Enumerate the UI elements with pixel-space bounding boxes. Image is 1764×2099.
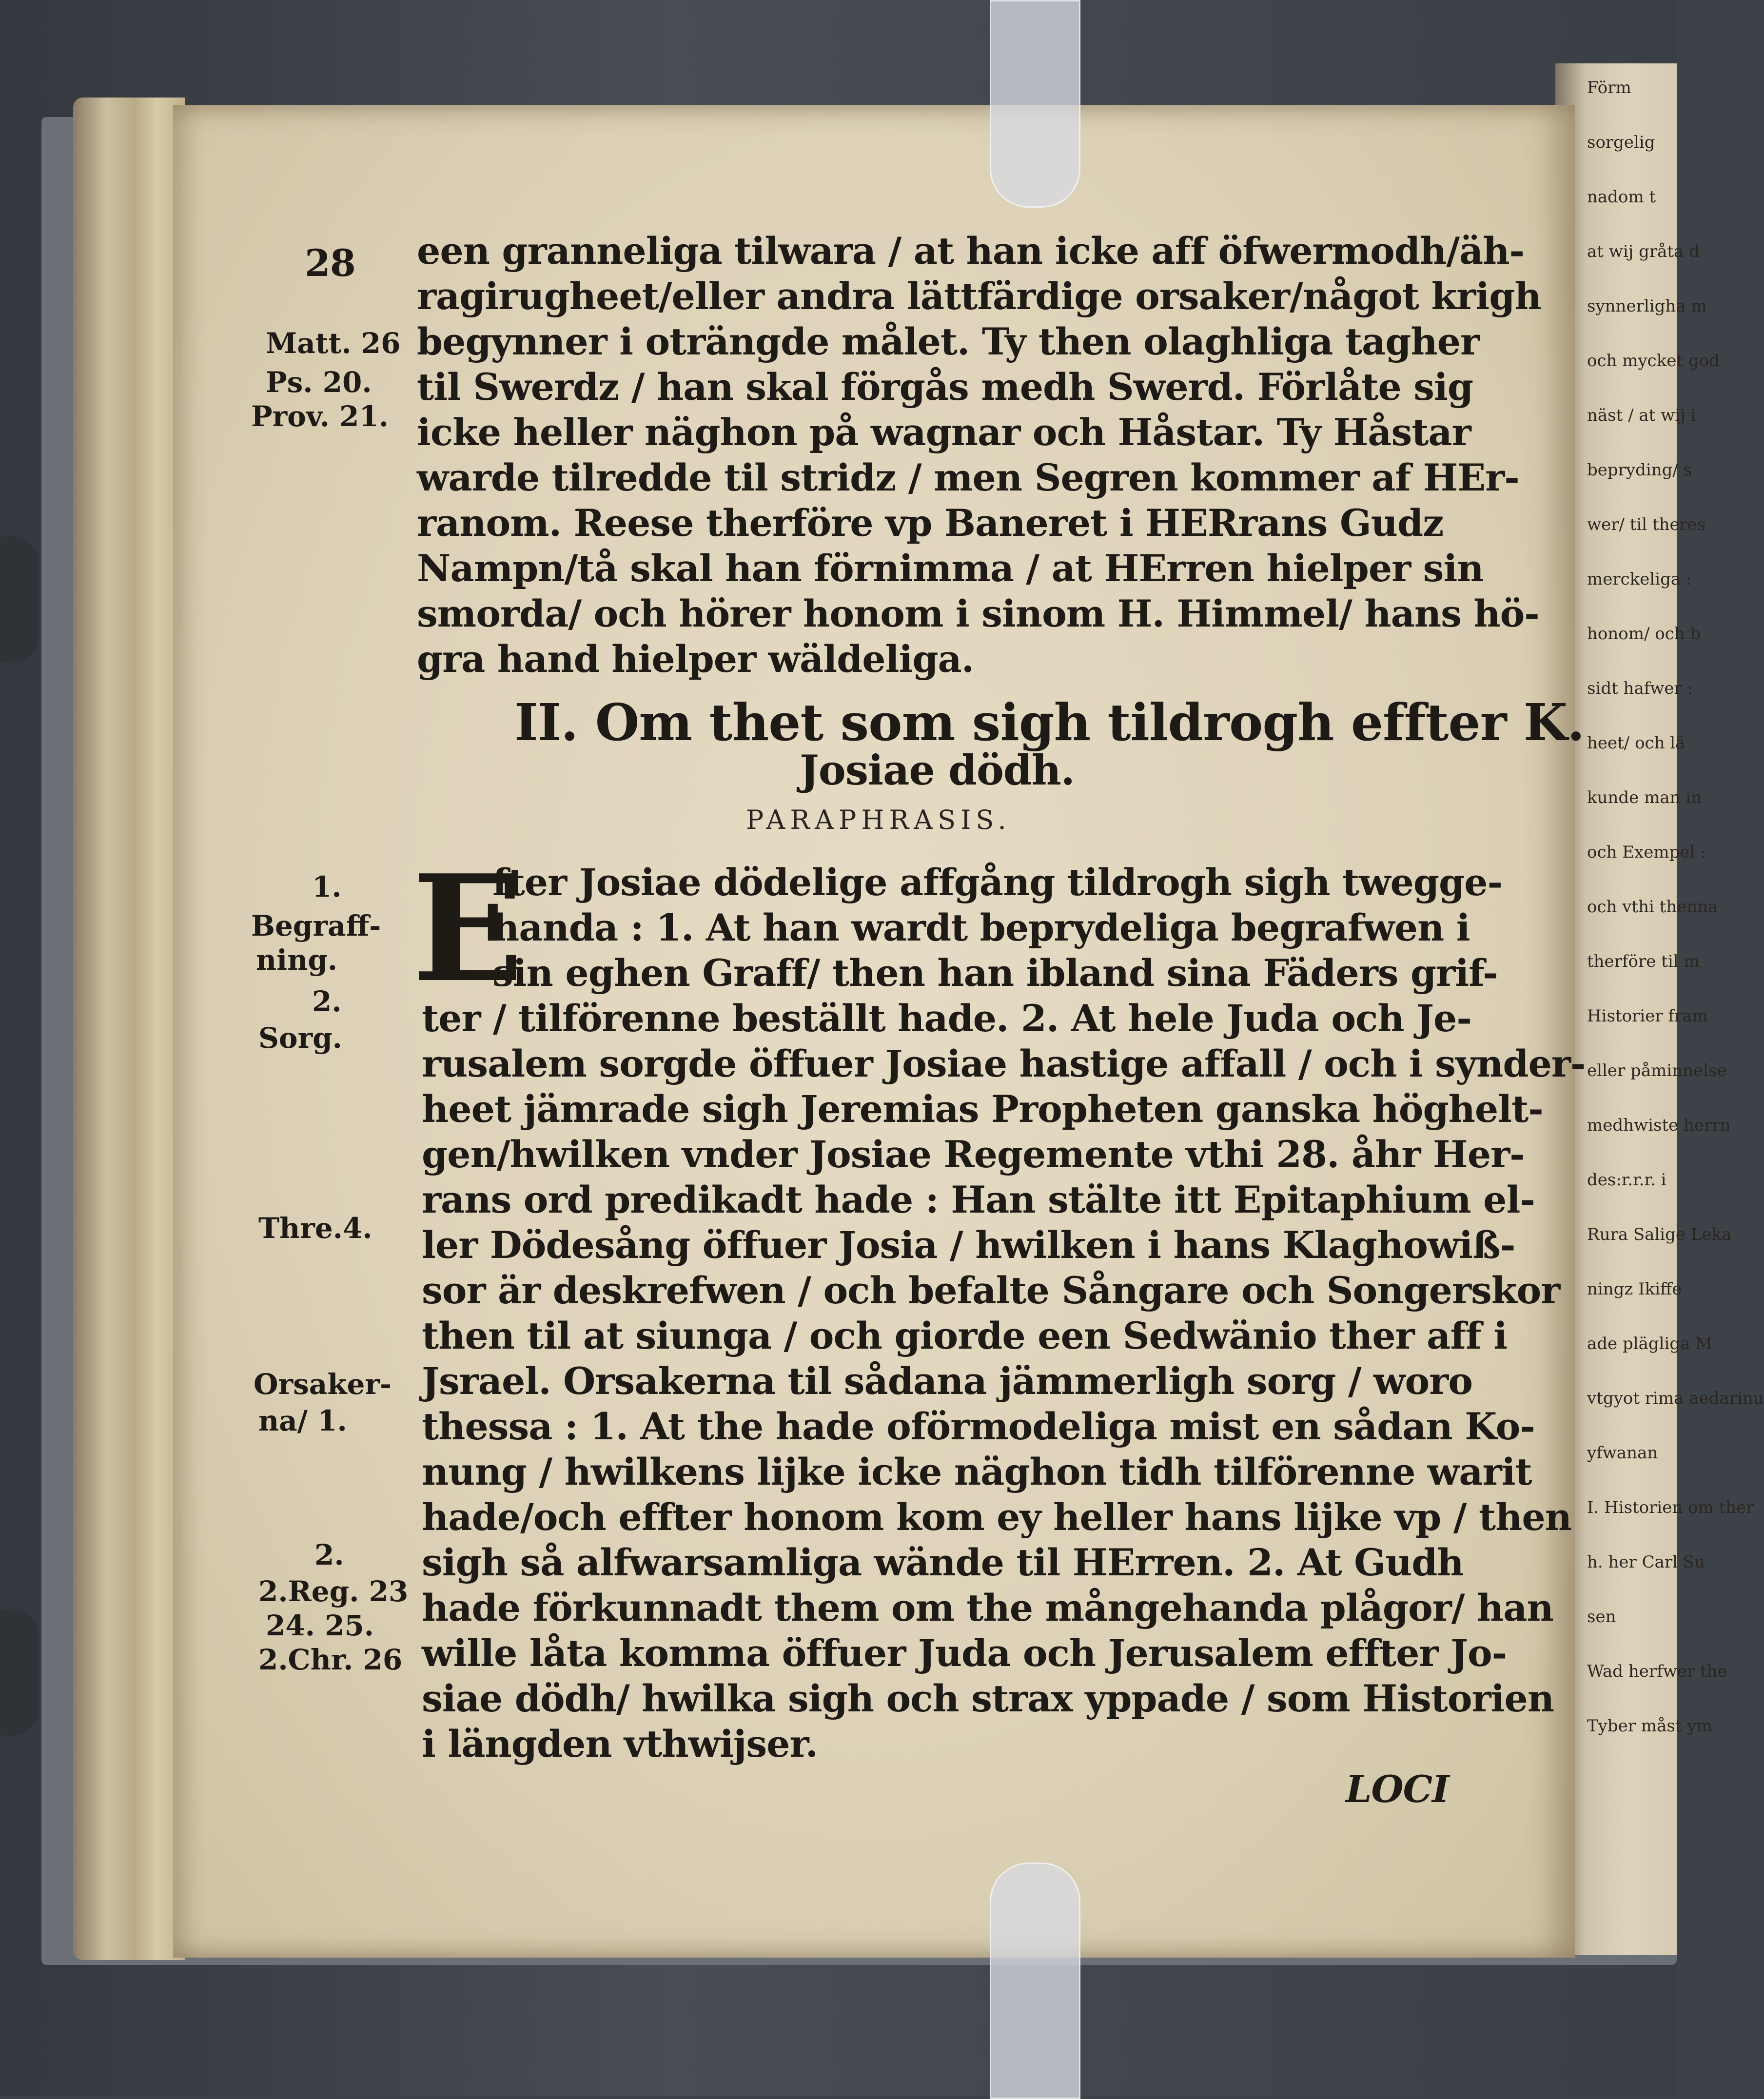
facing-page-fragment: h. her Carl Su: [1587, 1552, 1705, 1572]
facing-page-fragment: medhwiste herrn: [1587, 1116, 1731, 1135]
text-line: ler Dödesång öffuer Josia / hwilken i hans Klaghowiß-: [422, 1223, 1515, 1267]
facing-page-fragment: ade plägliga M: [1587, 1334, 1713, 1354]
text-line: siae dödh/ hwilka sigh och strax yppade / som Historien: [422, 1677, 1554, 1720]
margin-note-prov: Prov. 21.: [251, 400, 389, 433]
facing-page-text: [1587, 78, 1764, 1882]
section-heading: II. Om thet som sigh tildrogh effter K.: [514, 692, 1585, 752]
page-number: 28: [305, 241, 355, 285]
text-line: gen/hwilken vnder Josiae Regemente vthi 28. åhr Her-: [422, 1133, 1525, 1176]
text-line: thessa : 1. At the hade oförmodeliga mist en sådan Ko-: [422, 1405, 1535, 1448]
text-line: fter Josiae dödelige affgång tildrogh sigh twegge-: [492, 861, 1503, 904]
text-line: sin eghen Graff/ then han ibland sina Fäders grif-: [492, 951, 1498, 995]
text-line: hade/och effter honom kom ey heller hans lijke vp / then: [422, 1495, 1571, 1539]
margin-note-orsakerna-cont: na/ 1.: [258, 1404, 347, 1437]
facing-page-fragment: yfwanan: [1587, 1443, 1658, 1463]
margin-note-ps: Ps. 20.: [266, 366, 372, 399]
text-line: Nampn/tå skal han förnimma / at HErren hielper sin: [417, 547, 1484, 590]
text-line: i längden vthwijser.: [422, 1722, 818, 1766]
text-line: smorda/ och hörer honom i sinom H. Himmel/ hans hö-: [417, 592, 1539, 635]
facing-page-fragment: vtgyot rima aedarinu: [1587, 1389, 1764, 1408]
facing-page-fragment: sidt hafwer :: [1587, 679, 1693, 698]
text-line: rusalem sorgde öffuer Josiae hastige affall / och i synder-: [422, 1042, 1586, 1085]
facing-page-fragment: näst / at wij i: [1587, 406, 1696, 425]
facing-page-fragment: des:r.r.r. i: [1587, 1170, 1666, 1190]
text-line: til Swerdz / han skal förgås medh Swerd. Förlåte sig: [417, 365, 1473, 409]
text-line: Jsrael. Orsakerna til sådana jämmerligh sorg / woro: [422, 1359, 1472, 1403]
facing-page-fragment: synnerligha m: [1587, 296, 1707, 316]
clip-left-bottom: [0, 1609, 39, 1736]
text-line: ragirugheet/eller andra lättfärdige orsaker/något krigh: [417, 275, 1541, 318]
holding-strap-top: [990, 0, 1080, 208]
text-line: icke heller näghon på wagnar och Håstar. Ty Håstar: [417, 411, 1471, 454]
section-heading-cont: Josiae dödh.: [800, 746, 1075, 794]
text-line: then til at siunga / och giorde een Sedwänio ther aff i: [422, 1314, 1508, 1357]
facing-page-fragment: kunde man in: [1587, 788, 1702, 807]
facing-page-fragment: merckeliga :: [1587, 569, 1692, 589]
margin-note-sorg: Sorg.: [258, 1021, 342, 1055]
text-line: warde tilredde til stridz / men Segren kommer af HEr-: [417, 456, 1519, 499]
margin-note-threnos: Thre.4.: [258, 1212, 372, 1245]
facing-page-fragment: nadom t: [1587, 187, 1656, 207]
margin-note-matt: Matt. 26: [266, 327, 401, 360]
margin-note-begraffning-cont: ning.: [256, 943, 338, 977]
text-line: rans ord predikadt hade : Han stälte itt Epitaphium el-: [422, 1178, 1535, 1221]
holding-strap-bottom: [990, 1863, 1080, 2099]
text-line: een granneliga tilwara / at han icke aff öfwermodh/äh-: [417, 229, 1525, 273]
text-line: ter / tilförenne beställt hade. 2. At hele Juda och Je-: [422, 997, 1471, 1040]
text-line: wille låta komma öffuer Juda och Jerusalem effter Jo-: [422, 1631, 1507, 1675]
margin-note-orsakerna: Orsaker-: [254, 1368, 392, 1401]
text-line: heet jämrade sigh Jeremias Propheten ganska höghelt-: [422, 1087, 1543, 1131]
margin-note-chr: 2.Chr. 26: [258, 1643, 403, 1676]
text-line: sigh så alfwarsamliga wände til HErren. 2. At Gudh: [422, 1541, 1464, 1584]
text-line: begynner i oträngde målet. Ty then olaghliga tagher: [417, 320, 1480, 363]
margin-note-2b: 2.: [314, 1538, 344, 1571]
facing-page-fragment: honom/ och b: [1587, 624, 1701, 644]
text-line: ranom. Reese therföre vp Baneret i HERrans Gudz: [417, 501, 1444, 545]
drop-cap: E: [412, 843, 524, 1015]
facing-page-fragment: ningz Ikiffe: [1587, 1279, 1682, 1299]
facing-page-fragment: och vthi thenna: [1587, 897, 1718, 917]
book-page-edges: [73, 98, 185, 1960]
facing-page-fragment: Wad herfwer the: [1587, 1662, 1727, 1681]
margin-note-begraffning: Begraff-: [251, 909, 381, 942]
text-line: gra hand hielper wäldeliga.: [417, 637, 974, 681]
facing-page-fragment: Historier fram: [1587, 1006, 1708, 1026]
facing-page-fragment: eller påminnelse: [1587, 1061, 1727, 1080]
facing-page-fragment: sorgelig: [1587, 133, 1655, 152]
facing-page-fragment: bepryding/ s: [1587, 460, 1692, 480]
margin-note-1: 1.: [312, 870, 342, 903]
facing-page-fragment: sen: [1587, 1607, 1616, 1627]
margin-note-reg-cont: 24. 25.: [266, 1609, 374, 1642]
facing-page-fragment: at wij gråta d: [1587, 242, 1700, 261]
facing-page-fragment: Förm: [1587, 78, 1631, 98]
facing-page-fragment: och Exempel :: [1587, 843, 1706, 862]
facing-page-fragment: Tyber måst ym: [1587, 1716, 1712, 1736]
facing-page-fragment: och mycket god: [1587, 351, 1720, 371]
facing-page-fragment: wer/ til theres: [1587, 515, 1706, 534]
margin-note-reg: 2.Reg. 23: [258, 1575, 409, 1608]
paraphrasis-label: PARAPHRASIS.: [746, 804, 1011, 835]
facing-page-fragment: therföre til m: [1587, 952, 1700, 971]
text-line: nung / hwilkens lijke icke näghon tidh tilförenne warit: [422, 1450, 1532, 1493]
text-line: handa : 1. At han wardt beprydeliga begrafwen i: [492, 906, 1470, 949]
margin-note-2: 2.: [312, 985, 342, 1018]
text-line: hade förkunnadt them om the mångehanda plågor/ han: [422, 1586, 1553, 1629]
text-line: sor är deskrefwen / och befalte Sångare och Songerskor: [422, 1269, 1560, 1312]
catchword: LOCI: [1346, 1767, 1449, 1811]
facing-page-fragment: Rura Salige Leka: [1587, 1225, 1732, 1244]
clip-left-top: [0, 536, 39, 663]
facing-page-fragment: I. Historien om ther: [1587, 1498, 1754, 1517]
facing-page-fragment: heet/ och lä: [1587, 733, 1686, 753]
